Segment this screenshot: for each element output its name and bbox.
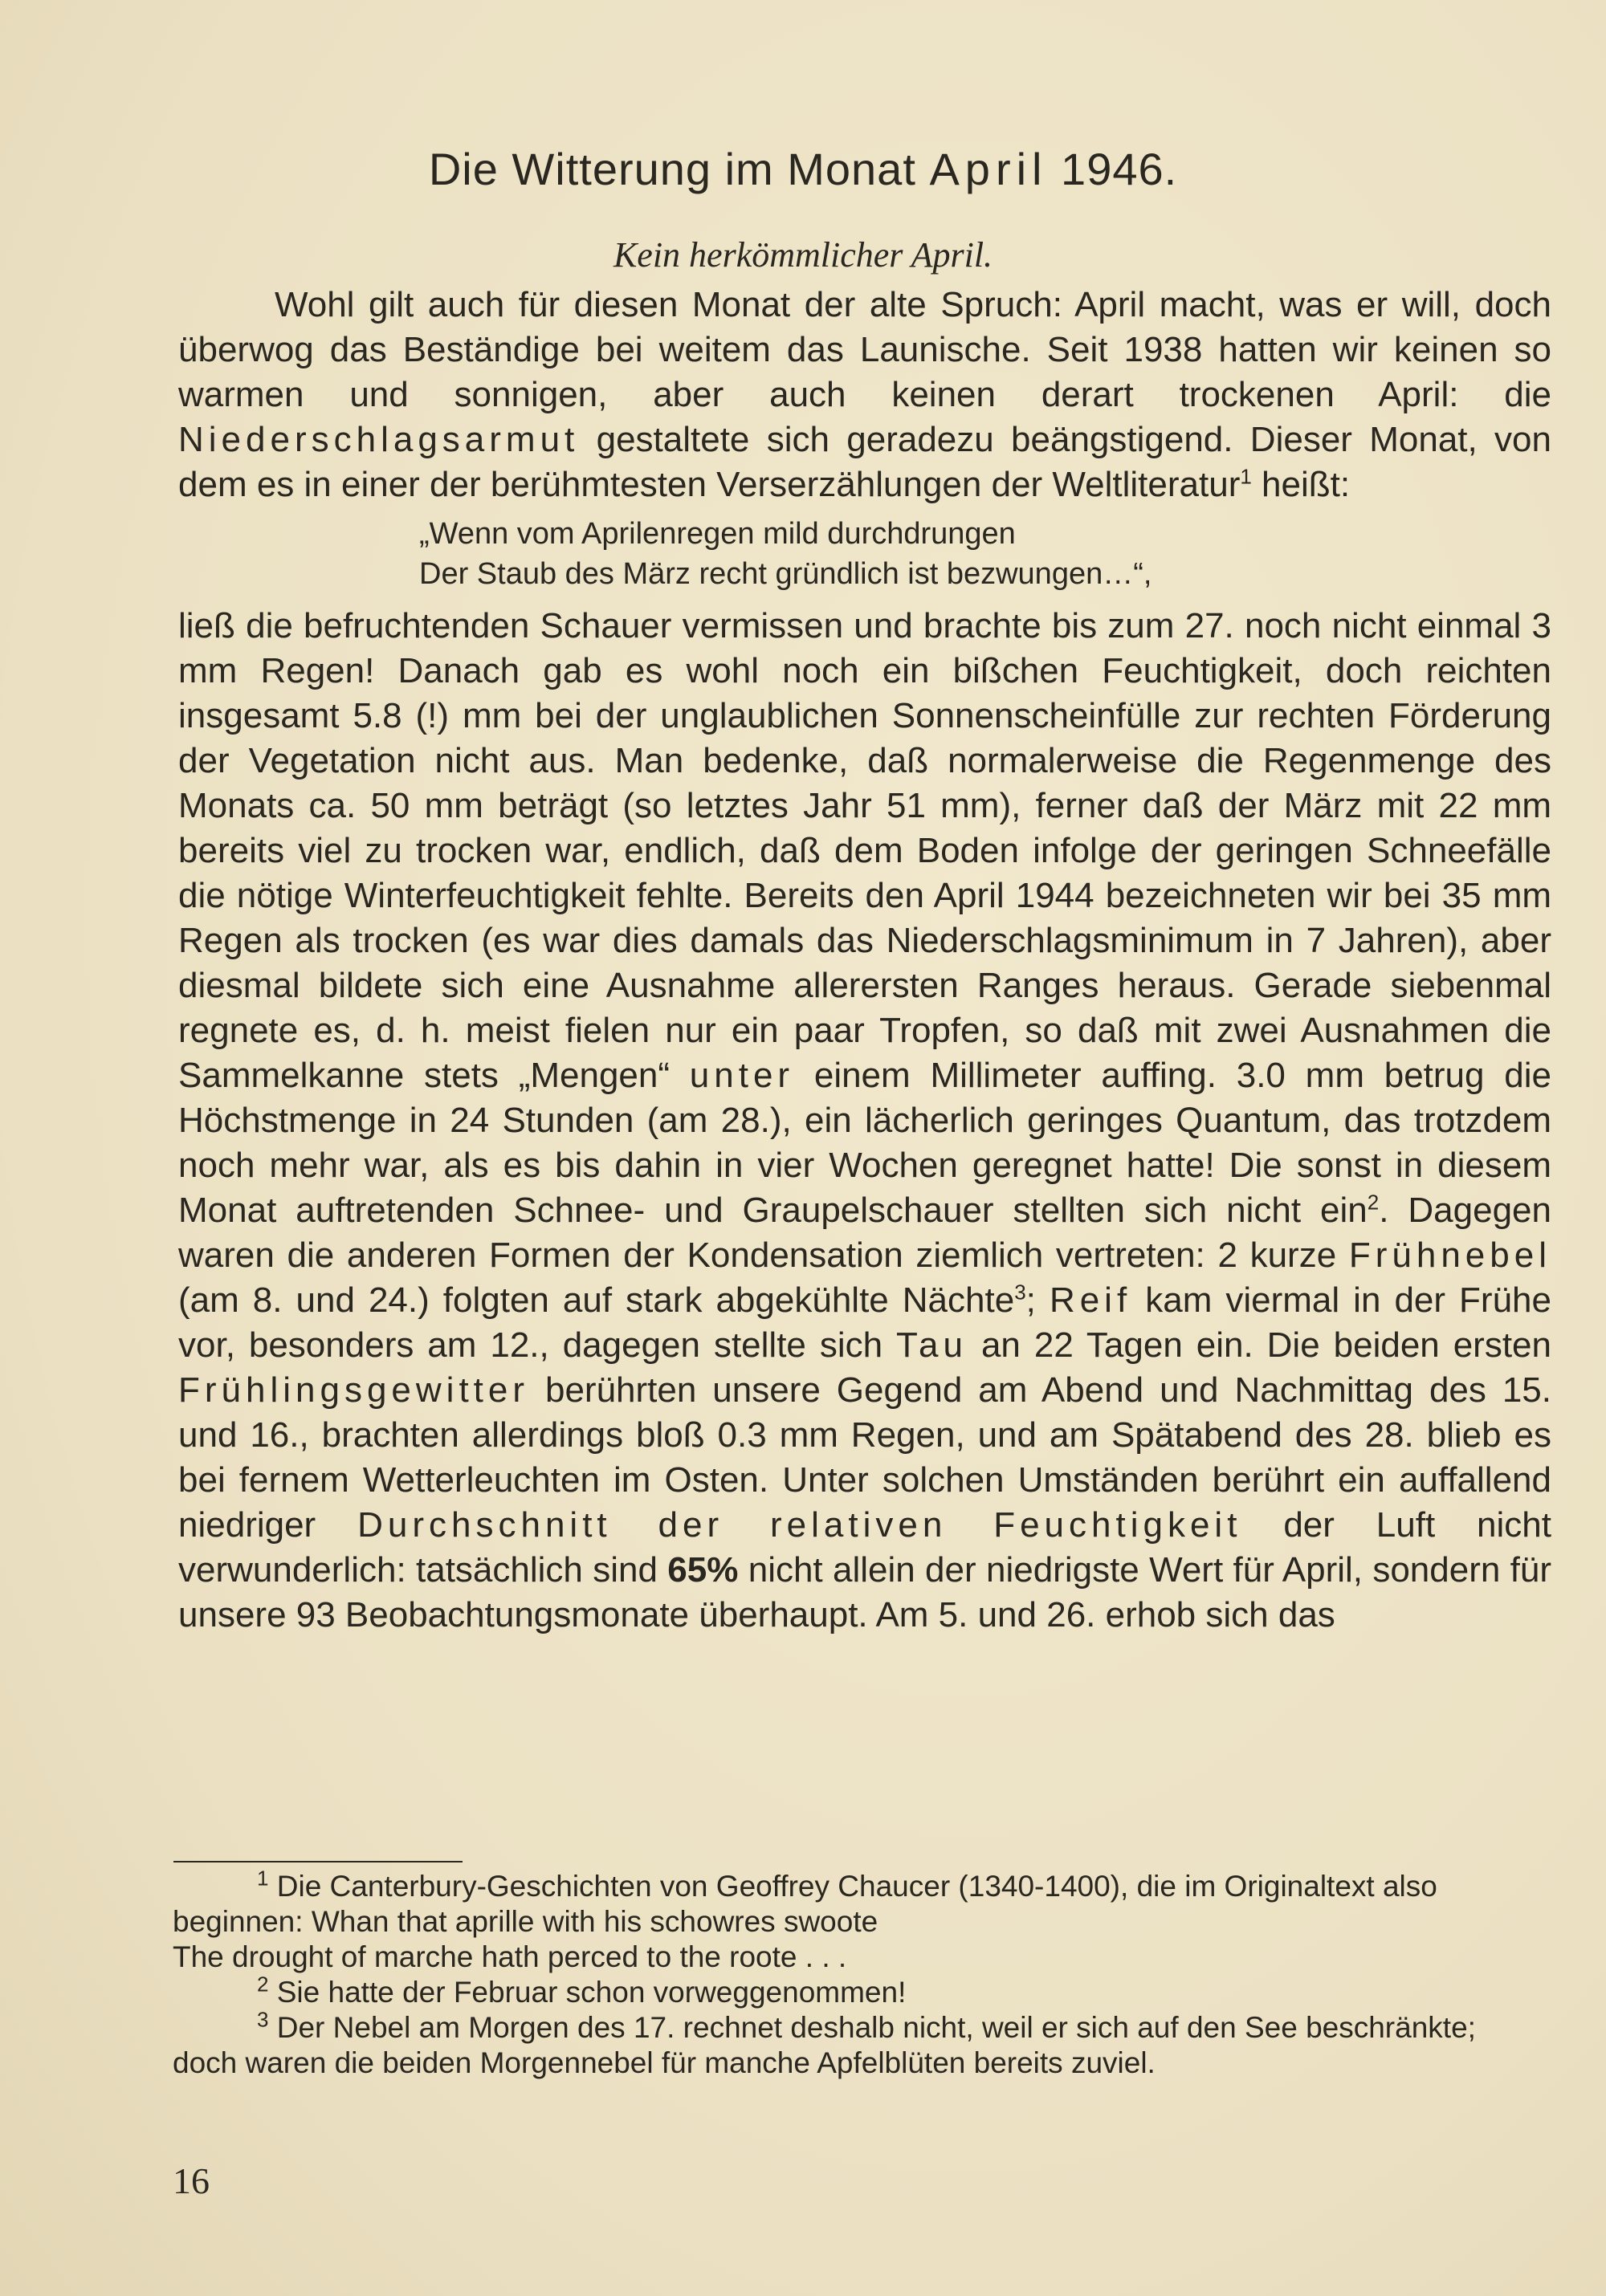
footnote-3: $^3$ Der Nebel am Morgen des 17. rechnet deshalb nicht, weil er sich auf den See beschränkte; doch waren die beiden Morgennebel für manche Apfelblüten bereits zuviel. (173, 2007, 1476, 2079)
emphasis-durchschnitt: Durchschnitt der relativen Feuchtigkeit (357, 1505, 1242, 1545)
emphasis-tau: Tau (896, 1325, 968, 1365)
footnote-1: $^1$ Die Canterbury-Geschichten von Geoffrey Chaucer (1340-1400), die im Originaltext also beginnen: Whan that aprille with his schowres swoote (173, 1866, 1437, 1938)
emphasis-gewitter: Frühlingsgewitter (178, 1370, 530, 1410)
page-number: 16 (173, 2160, 210, 2201)
quote-line-2: Der Staub des März recht gründlich ist bezwungen…“, (419, 557, 1152, 591)
title-month: April (929, 144, 1048, 194)
humidity-value: 65% (667, 1550, 739, 1590)
footnote-divider (173, 1861, 463, 1862)
emphasis-fruehnebel: Frühnebel (1348, 1236, 1551, 1275)
emphasis-niederschlagsarmut: Niederschlagsarmut (178, 420, 580, 459)
title-year: 1946. (1061, 144, 1178, 194)
page-title (0, 143, 1606, 195)
paragraph-2: ließ die befruchtenden Schauer vermissen und brachte bis zum 27. noch nicht einmal 3 mm Regen! Danach gab es wohl noch ein bißchen Feuchtigkeit, doch reichten insgesamt 5.8 (!) mm bei der unglaublichen Sonnenscheinfülle zur rechten Förderung der Vegetation nicht aus. Man bedenke, daß normalerweise die Regenmenge des Monats ca. 50 mm beträgt (so letztes Jahr 51 mm), ferner daß der März mit 22 mm bereits viel zu trocken war, endlich, daß dem Boden infolge der geringen Schneefälle die nötige Winterfeuchtigkeit fehlte. Bereits den April 1944 bezeichneten wir bei 35 mm Regen als trocken (es war dies damals das Niederschlagsminimum in 7 Jahren), aber diesmal bildete sich eine Ausnahme allerersten Ranges heraus. Gerade siebenmal regnete es, d. h. meist fielen nur ein paar Tropfen, so daß mit zwei Ausnahmen die Sammelkanne stets „Mengen“ unter einem Millimeter auffing. 3.0 mm betrug die Höchstmenge in 24 Stunden (am 28.), ein lächerlich geringes Quantum, das trotzdem noch mehr war, als es bis dahin in vier Wochen geregnet hatte! Die sonst in diesem Monat auftretenden Schnee- und Graupelschauer stellten sich nicht ein$^2$. Dagegen waren die anderen Formen der Kondensation ziemlich vertreten: 2 kurze Frühnebel (am 8. und 24.) folgten auf stark abgekühlte Nächte$^3$; Reif kam viermal in der Frühe vor, besonders am 12., dagegen stellte sich Tau an 22 Tagen ein. Die beiden ersten Frühlingsgewitter berührten unsere Gegend am Abend und Nachmittag des 15. und 16., brachten allerdings bloß 0.3 mm Regen, und am Spätabend des 28. blieb es bei fernem Wetterleuchten im Osten. Unter solchen Umständen berührt ein auffallend niedriger Durchschnitt der relativen Feuchtigkeit der Luft nicht verwunderlich: tatsächlich sind 65% nicht allein der niedrigste Wert für April, sondern für unsere 93 Beobachtungsmonate überhaupt. Am 5. und 26. erhob sich das (178, 606, 1552, 1634)
footnotes (173, 1866, 1538, 2081)
subtitle: Kein herkömmlicher April. (613, 235, 993, 275)
footnote-ref-3: 3 (1014, 1280, 1026, 1305)
footnote-ref-2: 2 (1367, 1190, 1380, 1215)
footnote-ref-1: 1 (1240, 464, 1252, 489)
verse-quote (419, 514, 1551, 594)
body-text (178, 283, 1551, 1638)
emphasis-reif: Reif (1049, 1280, 1132, 1320)
title-text: Die Witterung im Monat (428, 144, 916, 194)
footnote-2: $^2$ Sie hatte der Februar schon vorweggenommen! (257, 1972, 907, 2009)
paragraph-1: Wohl gilt auch für diesen Monat der alte Spruch: April macht, was er will, doch überwog das Beständige bei weitem das Launische. Seit 1938 hatten wir keinen so warmen und sonnigen, aber auch keinen derart trockenen April: die Niederschlagsarmut gestaltete sich geradezu beängstigend. Dieser Monat, von dem es in einer der berühmtesten Verserzählungen der Weltliteratur$^1$ heißt: (178, 285, 1551, 504)
quote-line-1: „Wenn vom Aprilenregen mild durchdrungen (419, 517, 1016, 551)
emphasis-unter: unter (689, 1056, 795, 1095)
footnote-1-verse: The drought of marche hath perced to the roote . . . (173, 1940, 847, 1973)
